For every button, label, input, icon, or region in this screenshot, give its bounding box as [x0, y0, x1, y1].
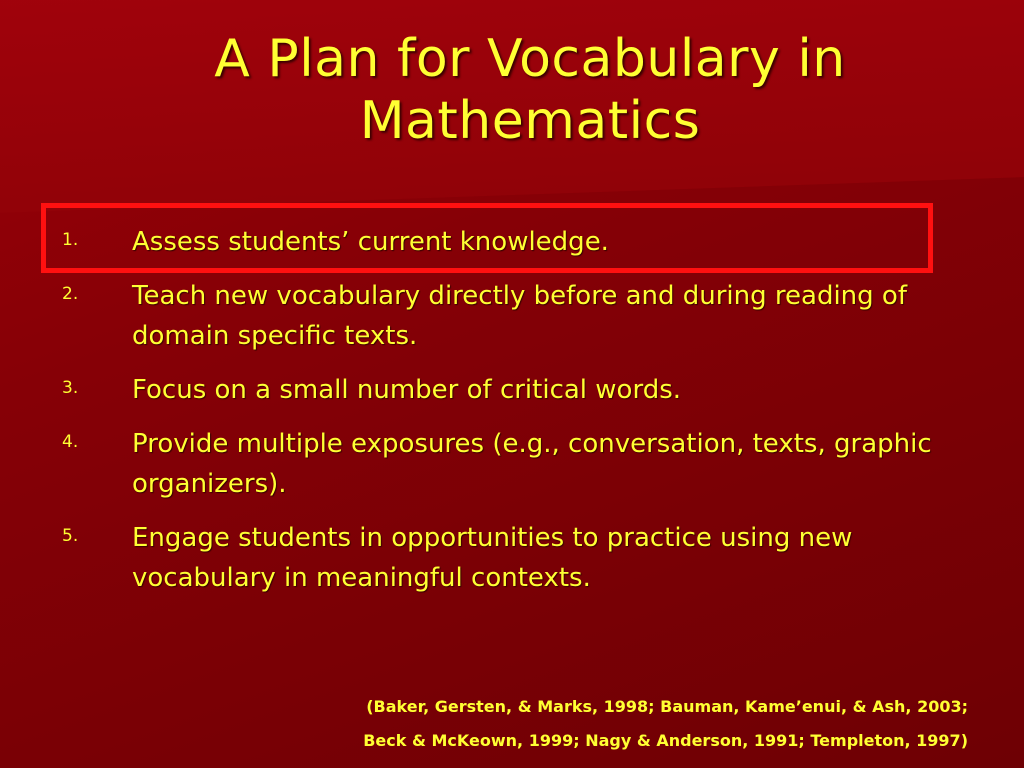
list-item [0, 276, 1024, 356]
plan-list [0, 222, 1024, 612]
citation-line-2: Beck & McKeown, 1999; Nagy & Anderson, 1991; Templeton, 1997) [363, 731, 968, 750]
list-item [0, 424, 1024, 504]
item-text: Teach new vocabulary directly before and during reading of domain specific texts. [132, 281, 907, 351]
item-number: 1. [62, 230, 79, 250]
slide-title: A Plan for Vocabulary in Mathematics [214, 29, 846, 151]
item-text: Provide multiple exposures (e.g., conversation, texts, graphic organizers). [132, 429, 932, 499]
list-item [0, 370, 1024, 410]
item-number: 4. [62, 432, 79, 452]
list-item [0, 518, 1024, 598]
item-text: Focus on a small number of critical words. [132, 375, 682, 405]
citation-line-1: (Baker, Gersten, & Marks, 1998; Bauman, Kame’enui, & Ash, 2003; [366, 697, 968, 716]
item-text: Engage students in opportunities to practice using new vocabulary in meaningful contexts. [132, 523, 853, 593]
item-number: 2. [62, 284, 79, 304]
item-number: 3. [62, 378, 79, 398]
citation [188, 690, 968, 758]
list-item [0, 222, 1024, 262]
item-number: 5. [62, 526, 79, 546]
item-text: Assess students’ current knowledge. [132, 227, 609, 257]
